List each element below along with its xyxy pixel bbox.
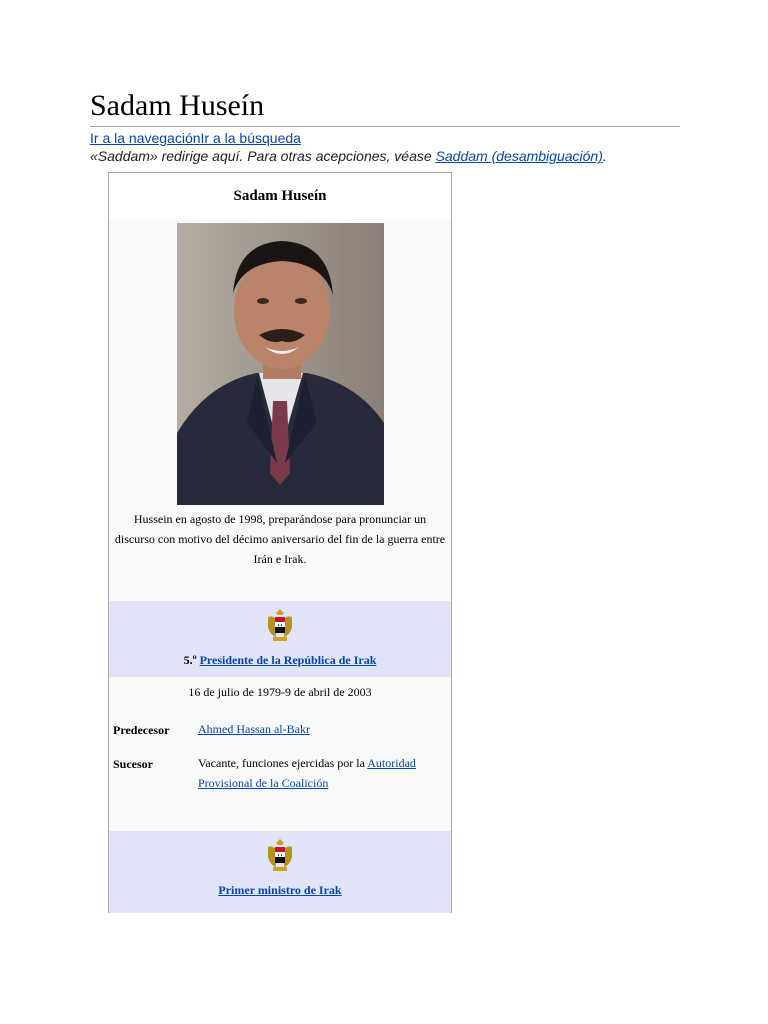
office-header-president <box>109 601 451 677</box>
jump-links <box>90 130 301 147</box>
predecessor-label: Predecesor <box>113 723 170 737</box>
successor-label: Sucesor <box>113 757 153 771</box>
predecessor-link[interactable]: Ahmed Hassan al-Bakr <box>198 722 310 736</box>
successor-text: Vacante, funciones ejercidas por la <box>198 756 368 770</box>
predecessor-value <box>198 719 438 739</box>
infobox-title: Sadam Huseín <box>109 173 451 219</box>
infobox <box>108 172 452 913</box>
disambiguation-link[interactable]: Saddam (desambiguación) <box>435 148 603 164</box>
president-of-iraq-link[interactable]: Presidente de la República de Irak <box>199 653 377 667</box>
office-title <box>109 653 451 668</box>
office-ordinal: 5.º <box>183 653 200 667</box>
page-title: Sadam Huseín <box>90 88 680 127</box>
portrait-photo[interactable] <box>177 223 384 505</box>
skip-to-search-link[interactable]: Ir a la búsqueda <box>200 130 301 146</box>
photo-caption: Hussein en agosto de 1998, preparándose para pronunciar un discurso con motivo del décimo aniversario del fin de la guerra entre Irán e Irak. <box>114 512 446 566</box>
office-header-prime-minister <box>109 831 451 913</box>
skip-to-navigation-link[interactable]: Ir a la navegación <box>90 130 201 146</box>
coalition-authority-link[interactable]: Autoridad Provisional de la Coalición <box>198 756 416 790</box>
portrait-image-icon <box>177 223 384 505</box>
term-dates: 16 de julio de 1979-9 de abril de 2003 <box>188 685 372 699</box>
successor-value <box>198 753 438 793</box>
prime-minister-of-iraq-link[interactable]: Primer ministro de Irak <box>218 883 342 897</box>
iraq-emblem-icon[interactable] <box>266 607 294 645</box>
hatnote-text: «Saddam» redirige aquí. Para otras acepciones, véase <box>90 148 436 164</box>
office-title-2 <box>109 883 451 898</box>
hatnote-end: . <box>602 148 607 164</box>
hatnote <box>90 148 607 165</box>
iraq-emblem-icon[interactable] <box>266 837 294 875</box>
